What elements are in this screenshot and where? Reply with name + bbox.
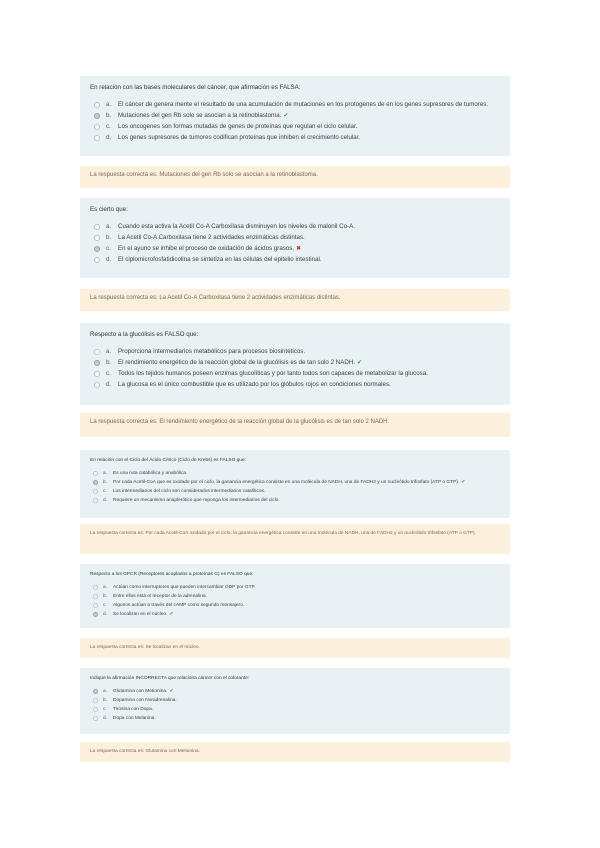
radio-button[interactable] bbox=[93, 707, 98, 712]
option-text: La glucosa es el único combustible que es utilizado por los glóbulos rojos en condiciones normales. bbox=[118, 381, 391, 388]
check-icon: ✔ bbox=[283, 112, 289, 119]
option-text: Los genes supresores de tumores codifican proteínas que inhiben el crecimiento celular. bbox=[118, 134, 361, 141]
radio-button[interactable] bbox=[94, 349, 100, 355]
option-letter: a. bbox=[103, 471, 108, 476]
check-icon: ✔ bbox=[169, 612, 174, 617]
answer-option[interactable] bbox=[90, 487, 500, 496]
radio-button[interactable] bbox=[93, 471, 98, 476]
option-letter: a. bbox=[103, 689, 108, 694]
correct-answer-feedback: La respuesta correcta es: Por cada Acetil-CoA oxidado por el ciclo, la ganancia energética consiste en una molécula de NADH, una de FADH2 y un nucleótido trifosfato (ATP o GTP). bbox=[90, 531, 476, 536]
correct-answer-feedback: La respuesta correcta es: El rendimiento energético de la reacción global de la glucólisis es de tan solo 2 NADH. bbox=[90, 419, 390, 425]
answer-option[interactable] bbox=[90, 243, 500, 254]
question-text: Es cierto que: bbox=[90, 206, 128, 213]
answer-option[interactable] bbox=[90, 496, 500, 505]
answer-option[interactable] bbox=[90, 714, 500, 723]
option-letter: d. bbox=[106, 134, 112, 141]
question-text: En relación con las bases moleculares del cáncer, que afirmación es FALSA: bbox=[90, 84, 301, 91]
option-letter: a. bbox=[106, 223, 112, 230]
option-text: Los oncogenes son formas mutadas de genes de proteínas que regulan el ciclo celular. bbox=[118, 123, 358, 130]
answer-option[interactable] bbox=[90, 705, 500, 714]
option-letter: d. bbox=[103, 716, 108, 721]
radio-button[interactable] bbox=[94, 235, 100, 241]
correct-answer-feedback: La respuesta correcta es: Mutaciones del gen Rb solo se asocian a la retinoblastoma. bbox=[90, 172, 318, 178]
option-text: El cáncer de genera mente el resultado de una acumulación de mutaciones en los protogenes de en los genes supresores de tumores. bbox=[118, 101, 489, 108]
answer-option[interactable] bbox=[90, 232, 500, 243]
option-letter: a. bbox=[103, 585, 108, 590]
answer-option[interactable] bbox=[90, 592, 500, 601]
feedback-block-3 bbox=[80, 413, 510, 437]
answer-option[interactable] bbox=[90, 469, 500, 478]
answer-option[interactable] bbox=[90, 346, 500, 357]
feedback-block-1 bbox=[80, 166, 510, 188]
radio-button[interactable] bbox=[94, 257, 100, 263]
option-text: Actúan como interruptores que pueden intercambiar GDP por GTP. bbox=[113, 585, 256, 590]
option-text: Cuando esta activa la Acetil Co-A Carboxilasa disminuyen los niveles de malonil Co-A. bbox=[118, 223, 355, 230]
option-letter: b. bbox=[103, 594, 108, 599]
option-text: Los intermediarios del ciclo son considerados intermediarios catalíticos. bbox=[113, 489, 266, 494]
question-text: Respecto a la glucólisis es FALSO que: bbox=[90, 331, 199, 338]
radio-button[interactable] bbox=[93, 698, 98, 703]
option-text: El rendimiento energético de la reacción global de la glucólisis es de tan solo 2 NADH. bbox=[118, 359, 355, 366]
option-text: Entre ellos está el receptor de la adrenalina. bbox=[113, 594, 207, 599]
check-icon: ✔ bbox=[169, 689, 174, 694]
option-text: Por cada Acetil-CoA que es oxidado por el ciclo, la ganancia energética consiste en una molécula de NADH, una de FADH2 y un nucleótido trifosfato (ATP o GTP). bbox=[113, 480, 460, 485]
radio-button-selected[interactable] bbox=[94, 360, 100, 366]
answer-option[interactable] bbox=[90, 254, 500, 265]
answer-option[interactable] bbox=[90, 110, 500, 121]
radio-button[interactable] bbox=[93, 716, 98, 721]
option-text: Se localizan en el núcleo. bbox=[113, 612, 168, 617]
answer-option[interactable] bbox=[90, 610, 500, 619]
radio-button-selected[interactable] bbox=[94, 246, 100, 252]
answer-option[interactable] bbox=[90, 121, 500, 132]
question-block-6 bbox=[80, 668, 510, 734]
option-letter: d. bbox=[106, 256, 112, 263]
answer-option[interactable] bbox=[90, 221, 500, 232]
radio-button[interactable] bbox=[93, 498, 98, 503]
radio-button[interactable] bbox=[94, 135, 100, 141]
option-letter: a. bbox=[106, 348, 112, 355]
answer-option[interactable] bbox=[90, 368, 500, 379]
radio-button[interactable] bbox=[93, 594, 98, 599]
radio-button-selected[interactable] bbox=[93, 480, 98, 485]
answer-option[interactable] bbox=[90, 478, 500, 487]
correct-answer-feedback: La respuesta correcta es: Glutamina con Metionina. bbox=[90, 749, 200, 754]
radio-button[interactable] bbox=[94, 371, 100, 377]
answer-option[interactable] bbox=[90, 99, 500, 110]
option-letter: a. bbox=[106, 101, 112, 108]
radio-button-selected[interactable] bbox=[93, 689, 98, 694]
question-block-4 bbox=[80, 450, 510, 518]
correct-answer-feedback: La respuesta correcta es: La Acetil Co-A Carboxilasa tiene 2 actividades enzimáticas distintas. bbox=[90, 295, 341, 301]
option-text: Todos los tejidos humanos poseen enzimas glucolíticas y por tanto todos son capaces de metabolizar la glucosa. bbox=[118, 370, 428, 377]
answer-option[interactable] bbox=[90, 583, 500, 592]
option-letter: b. bbox=[103, 698, 108, 703]
option-letter: c. bbox=[106, 123, 111, 130]
feedback-block-5 bbox=[80, 638, 510, 658]
option-letter: b. bbox=[103, 480, 108, 485]
radio-button[interactable] bbox=[94, 382, 100, 388]
answer-option[interactable] bbox=[90, 132, 500, 143]
check-icon: ✔ bbox=[461, 480, 466, 485]
question-text: Respecto a los GPCR (Receptores acoplados a proteínas G) es FALSO que: bbox=[90, 572, 254, 577]
option-text: Requiere un mecanismo anaplerótico que reponga los intermediarios del ciclo. bbox=[113, 498, 280, 503]
option-text: La Acetil Co-A Carboxilasa tiene 2 actividades enzimáticas distintas. bbox=[118, 234, 305, 241]
question-block-2 bbox=[80, 198, 510, 278]
option-letter: c. bbox=[103, 603, 107, 608]
option-text: El ciplomicrofosfatidicolina se sintetiza en las células del epitelio intestinal. bbox=[118, 256, 322, 263]
option-letter: c. bbox=[103, 489, 107, 494]
radio-button[interactable] bbox=[94, 224, 100, 230]
correct-answer-feedback: La respuesta correcta es: Se localizan en el núcleo. bbox=[90, 645, 200, 650]
option-text: Mutaciones del gen Rb solo se asocian a la retinoblastoma. bbox=[118, 112, 282, 119]
check-icon: ✔ bbox=[356, 359, 363, 366]
option-letter: d. bbox=[103, 498, 108, 503]
option-text: Glutamina con Metionina. bbox=[113, 689, 168, 694]
option-text: Es una ruta catabólica y anabólica. bbox=[113, 471, 188, 476]
answer-option[interactable] bbox=[90, 379, 500, 390]
feedback-block-4 bbox=[80, 524, 510, 554]
option-text: Dopamina con Noradrenalina. bbox=[113, 698, 177, 703]
radio-button-selected[interactable] bbox=[94, 113, 100, 119]
option-letter: c. bbox=[106, 370, 111, 377]
question-text: En relación con el Ciclo del Ácido Cítrico (Ciclo de Krebs) es FALSO que: bbox=[90, 458, 246, 463]
answer-option[interactable] bbox=[90, 696, 500, 705]
radio-button[interactable] bbox=[94, 102, 100, 108]
option-text: Tirosina con Dopa. bbox=[113, 707, 154, 712]
option-letter: d. bbox=[103, 612, 108, 617]
option-letter: b. bbox=[106, 112, 112, 119]
cross-icon: ✖ bbox=[296, 245, 302, 252]
answer-option[interactable] bbox=[90, 601, 500, 610]
option-text: Dopa con Melanina. bbox=[113, 716, 156, 721]
radio-button-selected[interactable] bbox=[93, 612, 98, 617]
option-text: Algunos actúan a través del cAMP como segundo mensajero. bbox=[113, 603, 245, 608]
question-block-5 bbox=[80, 564, 510, 628]
radio-button[interactable] bbox=[93, 585, 98, 590]
radio-button[interactable] bbox=[93, 489, 98, 494]
radio-button[interactable] bbox=[93, 603, 98, 608]
option-letter: b. bbox=[106, 234, 112, 241]
answer-option[interactable] bbox=[90, 357, 500, 368]
question-block-3 bbox=[80, 323, 510, 405]
option-letter: d. bbox=[106, 381, 112, 388]
answer-option[interactable] bbox=[90, 687, 500, 696]
option-letter: c. bbox=[106, 245, 111, 252]
feedback-block-6 bbox=[80, 742, 510, 762]
question-block-1 bbox=[80, 76, 510, 156]
option-text: En el ayuno se inhibe el proceso de oxidación de ácidos grasos. bbox=[118, 245, 295, 252]
option-text: Proporciona intermediarios metabólicos para procesos biosintéticos. bbox=[118, 348, 306, 355]
option-letter: b. bbox=[106, 359, 112, 366]
feedback-block-2 bbox=[80, 289, 510, 311]
option-letter: c. bbox=[103, 707, 107, 712]
radio-button[interactable] bbox=[94, 124, 100, 130]
question-text: Indique la afirmación INCORRECTA que relaciona cáncer con el colorante: bbox=[90, 676, 250, 681]
